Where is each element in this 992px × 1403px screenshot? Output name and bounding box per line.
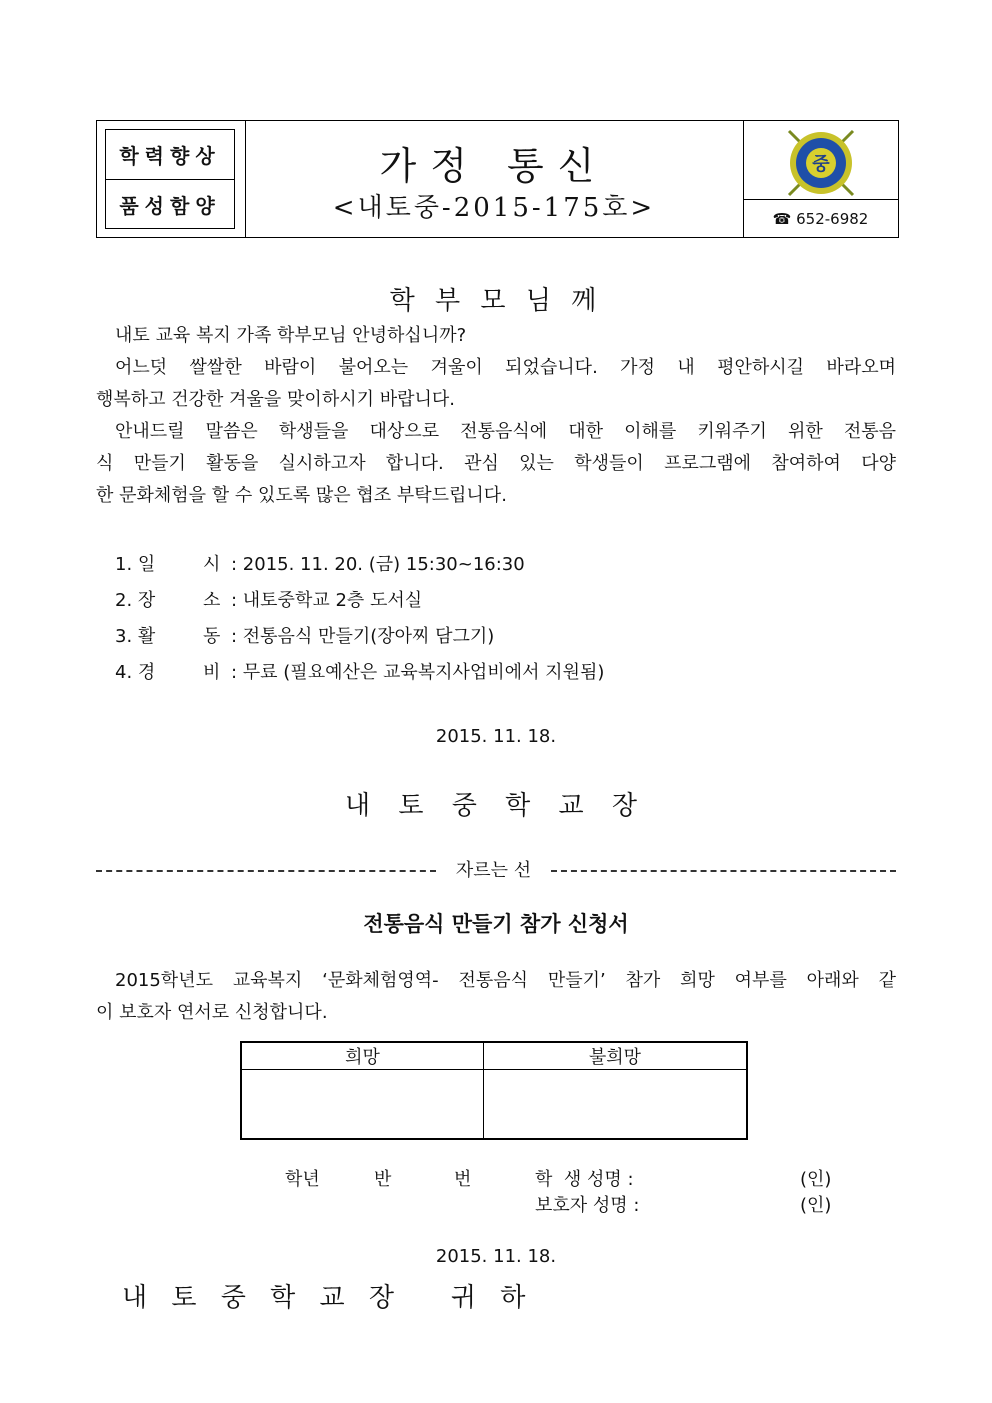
detail-value: : 전통음식 만들기(장아찌 담그기) bbox=[231, 626, 495, 647]
emblem-char: 중 bbox=[812, 154, 830, 175]
detail-item-date bbox=[115, 549, 525, 581]
emblem-panel bbox=[743, 121, 898, 237]
student-name-label: 학 생 성명 : bbox=[535, 1169, 634, 1190]
guardian-seal: (인) bbox=[800, 1195, 832, 1216]
cut-line-label: 자르는 선 bbox=[455, 860, 532, 881]
cut-line-left bbox=[96, 870, 436, 872]
school-emblem-icon bbox=[781, 127, 861, 199]
form-intro-line2: 이 보호자 연서로 신청합니다. bbox=[96, 1002, 328, 1023]
phone-number: ☎ 652-6982 bbox=[743, 199, 898, 237]
detail-value: : 무료 (필요예산은 교육복지사업비에서 지원됨) bbox=[231, 662, 605, 683]
cut-line-right bbox=[551, 870, 896, 872]
form-recipient: 내 토 중 학 교 장 귀 하 bbox=[122, 1283, 534, 1313]
paragraph-season-line2: 행복하고 건강한 겨울을 맞이하시기 바랍니다. bbox=[96, 389, 455, 410]
form-title: 전통음식 만들기 참가 신청서 bbox=[363, 912, 629, 936]
page-title: 가정 통신 bbox=[379, 144, 609, 188]
nohope-cell[interactable] bbox=[484, 1070, 748, 1140]
detail-key2: 시 bbox=[203, 554, 221, 575]
paragraph-notice-line1: 안내드릴 말씀은 학생들을 대상으로 전통음식에 대한 이해를 키워주기 위한 전통음 bbox=[115, 421, 896, 442]
form-date: 2015. 11. 18. bbox=[435, 1246, 557, 1267]
class-label: 반 bbox=[374, 1169, 392, 1190]
number-label: 번 bbox=[454, 1169, 472, 1190]
guardian-name-label: 보호자 성명 : bbox=[535, 1195, 640, 1216]
motto-panel bbox=[97, 121, 246, 237]
grade-label: 학년 bbox=[285, 1169, 320, 1190]
paragraph-greeting: 내토 교육 복지 가족 학부모님 안녕하십니까? bbox=[115, 325, 467, 346]
detail-item-cost bbox=[115, 657, 605, 689]
salutation: 학 부 모 님 께 bbox=[389, 286, 603, 316]
participation-table bbox=[240, 1041, 748, 1140]
paragraph-season-line1: 어느덧 쌀쌀한 바람이 불어오는 겨울이 되었습니다. 가정 내 평안하시길 바라오며 bbox=[115, 357, 896, 378]
detail-key: 3. 활 bbox=[115, 626, 156, 647]
student-seal: (인) bbox=[800, 1169, 832, 1190]
form-intro-line1: 2015학년도 교육복지 ‘문화체험영역- 전통음식 만들기’ 참가 희망 여부를 아래와 같 bbox=[115, 970, 896, 991]
detail-key: 1. 일 bbox=[115, 554, 156, 575]
issue-number: <내토중-2015-175호> bbox=[332, 193, 656, 223]
hope-cell[interactable] bbox=[241, 1070, 484, 1140]
detail-key: 4. 경 bbox=[115, 662, 156, 683]
detail-value: : 내토중학교 2층 도서실 bbox=[231, 590, 423, 611]
motto-character: 품성함양 bbox=[105, 179, 235, 229]
detail-value: : 2015. 11. 20. (금) 15:30~16:30 bbox=[231, 554, 525, 575]
detail-item-place bbox=[115, 585, 423, 617]
detail-item-activity bbox=[115, 621, 495, 653]
column-header-nohope: 불희망 bbox=[484, 1042, 748, 1070]
motto-academic: 학력향상 bbox=[105, 129, 235, 179]
letterhead bbox=[96, 120, 899, 238]
principal-signature: 내 토 중 학 교 장 bbox=[344, 791, 648, 821]
letter-date: 2015. 11. 18. bbox=[435, 726, 557, 747]
column-header-hope: 희망 bbox=[241, 1042, 484, 1070]
paragraph-notice-line3: 한 문화체험을 할 수 있도록 많은 협조 부탁드립니다. bbox=[96, 485, 507, 506]
detail-key: 2. 장 bbox=[115, 590, 156, 611]
paragraph-notice-line2: 식 만들기 활동을 실시하고자 합니다. 관심 있는 학생들이 프로그램에 참여하여 다양 bbox=[96, 453, 896, 474]
detail-key2: 동 bbox=[203, 626, 221, 647]
cut-line bbox=[96, 856, 896, 882]
detail-key2: 비 bbox=[203, 662, 221, 683]
detail-key2: 소 bbox=[203, 590, 221, 611]
title-panel bbox=[245, 121, 744, 237]
